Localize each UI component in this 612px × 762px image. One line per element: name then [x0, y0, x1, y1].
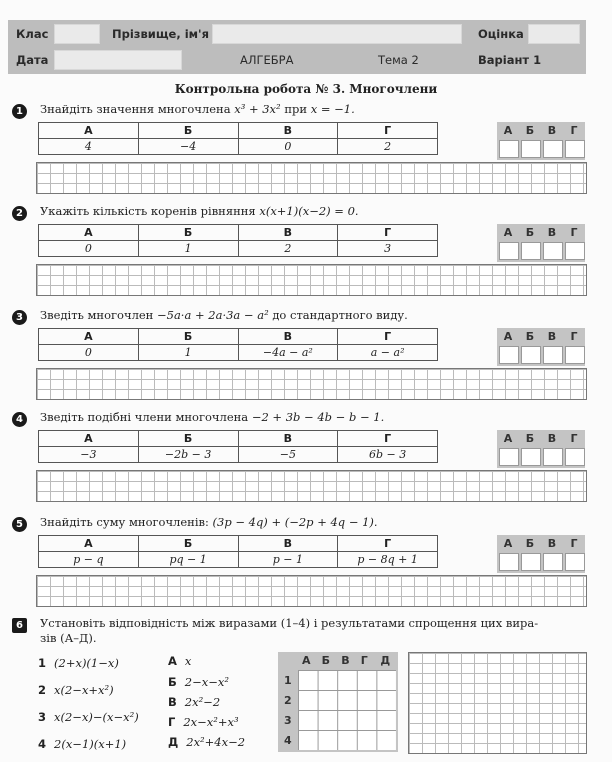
q6-right-item — [168, 715, 239, 729]
q6-left-number: 3 — [38, 710, 47, 724]
q6-right-letter: В — [168, 695, 177, 709]
answer-checkbox[interactable] — [543, 346, 563, 364]
q6-right-expression: 2−x−x² — [184, 675, 229, 689]
answer-box-letter: А — [503, 432, 513, 445]
answer-option: 0 — [39, 345, 139, 361]
answer-letter: Г — [338, 431, 438, 447]
question-number-3: 3 — [12, 310, 27, 325]
answer-box-letter: Б — [525, 226, 535, 239]
answer-table-1 — [38, 122, 438, 155]
answer-checkbox[interactable] — [543, 242, 563, 260]
answer-letter: А — [39, 225, 139, 241]
question-expression: x(x+1)(x−2) = 0. — [259, 204, 359, 218]
question-expression: x³ + 3x² — [234, 102, 281, 116]
answer-box-letter: А — [503, 124, 513, 137]
answer-option: 6b − 3 — [338, 447, 438, 463]
answer-option: 2 — [238, 241, 338, 257]
answer-letter: Г — [338, 329, 438, 345]
date-label: Дата — [16, 53, 49, 67]
answer-option: 0 — [39, 241, 139, 257]
answer-letter: Б — [138, 431, 238, 447]
q6-left-item — [38, 683, 114, 697]
answer-box-2 — [497, 224, 585, 262]
q6-right-letter: Б — [168, 675, 177, 689]
class-field[interactable] — [54, 24, 100, 44]
answer-box-letter: В — [547, 226, 557, 239]
answer-option: 0 — [238, 139, 338, 155]
answer-box-letter: В — [547, 537, 557, 550]
subject-label: АЛГЕБРА — [240, 53, 294, 67]
answer-checkbox[interactable] — [521, 140, 541, 158]
question-text-pre: Зведіть многочлен — [40, 308, 157, 322]
answer-checkbox[interactable] — [499, 140, 519, 158]
grade-field[interactable] — [528, 24, 580, 44]
answer-option: 1 — [138, 241, 238, 257]
q6-left-item — [38, 710, 139, 724]
q6-left-number: 2 — [38, 683, 47, 697]
answer-table-3 — [38, 328, 438, 361]
q6-left-item — [38, 656, 119, 670]
answer-checkbox[interactable] — [565, 448, 585, 466]
question-expression: (3p − 4q) + (−2p + 4q − 1). — [212, 515, 378, 529]
answer-box-letter: А — [503, 226, 513, 239]
answer-option: −2b − 3 — [138, 447, 238, 463]
question-number-1: 1 — [12, 104, 27, 119]
answer-box-letter: Б — [525, 537, 535, 550]
class-label: Клас — [16, 27, 49, 41]
q6-work-grid[interactable] — [408, 652, 587, 754]
answer-box-letter: Г — [570, 537, 578, 550]
answer-box-letter: Г — [570, 124, 578, 137]
question-expression: −5a·a + 2a·3a − a² — [157, 308, 269, 322]
answer-box-letter: Б — [525, 432, 535, 445]
q6-right-item — [168, 735, 245, 749]
answer-checkbox[interactable] — [499, 553, 519, 571]
answer-letter: Б — [138, 123, 238, 139]
answer-box-letter: Г — [570, 330, 578, 343]
q6-right-expression: 2x−x²+x³ — [183, 715, 239, 729]
question-text-pre: Зведіть подібні члени многочлена — [40, 410, 252, 424]
q6-right-item — [168, 654, 191, 668]
answer-option: −5 — [238, 447, 338, 463]
answer-letter: Г — [338, 536, 438, 552]
answer-option: −4 — [138, 139, 238, 155]
q6-right-letter: Д — [168, 735, 179, 749]
date-field[interactable] — [54, 50, 182, 70]
question-expression: −2 + 3b − 4b − b − 1. — [251, 410, 385, 424]
question-number-2: 2 — [12, 206, 27, 221]
q6-left-number: 1 — [38, 656, 47, 670]
q6-right-expression: 2x²−2 — [184, 695, 221, 709]
work-grid-3[interactable] — [36, 368, 587, 400]
answer-letter: В — [238, 536, 338, 552]
answer-box-letter: Б — [525, 124, 535, 137]
name-field[interactable] — [212, 24, 462, 44]
match-col-label: В — [341, 654, 350, 667]
answer-box-letter: В — [547, 124, 557, 137]
topic-label: Тема 2 — [378, 53, 419, 67]
work-grid-2[interactable] — [36, 264, 587, 296]
match-row-label: 1 — [284, 674, 292, 687]
q6-left-number: 4 — [38, 737, 47, 751]
work-grid-5[interactable] — [36, 575, 587, 607]
question-number-6: 6 — [12, 618, 27, 633]
answer-option: 3 — [338, 241, 438, 257]
question-expression-2: x = −1. — [310, 102, 355, 116]
answer-option: p − q — [39, 552, 139, 568]
match-col-label: А — [302, 654, 311, 667]
answer-letter: Б — [138, 536, 238, 552]
match-row-label: 2 — [284, 694, 292, 707]
header-bar — [8, 20, 586, 74]
answer-letter: Б — [138, 225, 238, 241]
q6-left-expression: (2+x)(1−x) — [54, 656, 119, 670]
answer-letter: В — [238, 225, 338, 241]
answer-checkbox[interactable] — [543, 140, 563, 158]
question-text-pre: Знайдіть значення многочлена — [40, 102, 235, 116]
match-row-label: 4 — [284, 734, 292, 747]
answer-checkbox[interactable] — [521, 242, 541, 260]
answer-checkbox[interactable] — [499, 242, 519, 260]
answer-box-letter: А — [503, 330, 513, 343]
q6-right-expression: x — [184, 654, 192, 668]
answer-option: p − 1 — [238, 552, 338, 568]
answer-box-letter: Б — [525, 330, 535, 343]
q6-left-expression: x(2−x)−(x−x²) — [54, 710, 139, 724]
q6-text-line1: Установіть відповідність між виразами (1–4) і результатами спрощення цих вира- — [40, 616, 539, 630]
question-number-5: 5 — [12, 517, 27, 532]
answer-option: a − a² — [338, 345, 438, 361]
answer-box-4 — [497, 430, 585, 468]
work-grid-1[interactable] — [36, 162, 587, 194]
answer-letter: Г — [338, 123, 438, 139]
question-text-1 — [40, 102, 355, 116]
match-table — [278, 652, 398, 752]
match-table-cells[interactable] — [298, 670, 396, 750]
answer-table-2 — [38, 224, 438, 257]
q6-left-item — [38, 737, 126, 751]
q6-right-expression: 2x²+4x−2 — [186, 735, 246, 749]
question-text-3 — [40, 308, 408, 322]
answer-checkbox[interactable] — [565, 346, 585, 364]
answer-box-letter: Г — [570, 226, 578, 239]
answer-table-5 — [38, 535, 438, 568]
answer-letter: А — [39, 431, 139, 447]
answer-box-3 — [497, 328, 585, 366]
answer-box-letter: А — [503, 537, 513, 550]
question-number-4: 4 — [12, 412, 27, 427]
question-text-pre: Укажіть кількість коренів рівняння — [40, 204, 260, 218]
match-col-label: Д — [380, 654, 391, 667]
answer-table-4 — [38, 430, 438, 463]
q6-text-line2: зів (А–Д). — [40, 631, 97, 645]
answer-letter: В — [238, 123, 338, 139]
match-row-label: 3 — [284, 714, 292, 727]
answer-checkbox[interactable] — [543, 448, 563, 466]
answer-box-letter: Г — [570, 432, 578, 445]
answer-option: −4a − a² — [238, 345, 338, 361]
answer-box-1 — [497, 122, 585, 160]
page-title: Контрольна робота № 3. Многочлени — [174, 82, 438, 96]
question-text-pre: Знайдіть суму многочленів: — [40, 515, 213, 529]
answer-box-letter: В — [547, 330, 557, 343]
answer-letter: А — [39, 329, 139, 345]
q6-left-expression: x(2−x+x²) — [54, 683, 114, 697]
work-grid-4[interactable] — [36, 470, 587, 502]
answer-checkbox[interactable] — [565, 553, 585, 571]
answer-checkbox[interactable] — [565, 242, 585, 260]
name-label: Прізвище, ім'я — [112, 27, 209, 41]
match-col-label: Б — [321, 654, 330, 667]
answer-letter: В — [238, 431, 338, 447]
q6-left-expression: 2(x−1)(x+1) — [54, 737, 127, 751]
question-text-5 — [40, 515, 378, 529]
answer-checkbox[interactable] — [499, 346, 519, 364]
answer-option: p − 8q + 1 — [338, 552, 438, 568]
answer-letter: Г — [338, 225, 438, 241]
grade-label: Оцінка — [478, 27, 524, 41]
q6-right-letter: Г — [168, 715, 176, 729]
question-text-4 — [40, 410, 384, 424]
answer-option: 2 — [338, 139, 438, 155]
q6-right-item — [168, 675, 229, 689]
variant-label: Варіант 1 — [478, 53, 542, 67]
question-text-mid: до стандартного виду. — [268, 308, 408, 322]
answer-checkbox[interactable] — [565, 140, 585, 158]
answer-letter: А — [39, 536, 139, 552]
answer-box-letter: В — [547, 432, 557, 445]
answer-option: 1 — [138, 345, 238, 361]
match-col-label: Г — [360, 654, 368, 667]
answer-checkbox[interactable] — [521, 346, 541, 364]
answer-box-5 — [497, 535, 585, 573]
answer-letter: В — [238, 329, 338, 345]
question-text-mid: при — [280, 102, 311, 116]
answer-option: −3 — [39, 447, 139, 463]
answer-option: 4 — [39, 139, 139, 155]
answer-option: pq − 1 — [138, 552, 238, 568]
answer-letter: А — [39, 123, 139, 139]
answer-letter: Б — [138, 329, 238, 345]
question-text-2 — [40, 204, 359, 218]
answer-checkbox[interactable] — [521, 448, 541, 466]
answer-checkbox[interactable] — [521, 553, 541, 571]
answer-checkbox[interactable] — [543, 553, 563, 571]
q6-right-letter: А — [168, 654, 177, 668]
answer-checkbox[interactable] — [499, 448, 519, 466]
q6-right-item — [168, 695, 220, 709]
